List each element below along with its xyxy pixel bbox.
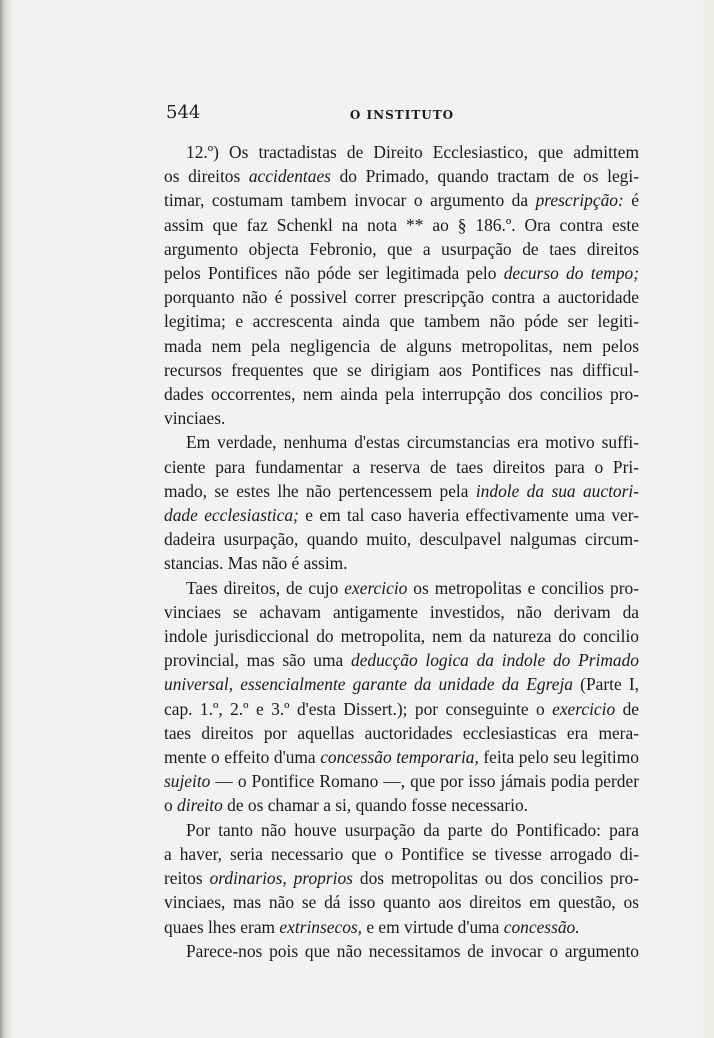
running-title: O INSTITUTO [349,108,455,122]
text-run: dadeira usurpação, quando muito, desculpavel nalgumas circum- [164,529,639,550]
text-line [164,334,639,358]
text-run: argumento objecta Febronio, que a usurpação de taes direitos [164,238,639,259]
text-line [164,721,639,745]
text-run: é [623,190,639,211]
text-run: Por tanto não houve usurpação da parte do Pontificado: para [186,819,639,840]
text-run: Taes direitos, de cujo [186,577,345,598]
text-line [164,285,639,309]
text-run: quaes lhes eram [164,916,280,937]
text-line [164,479,639,503]
text-run: e em virtude d'uma [362,916,504,937]
text-line [164,745,639,769]
text-line [164,382,639,406]
text-line [164,842,639,866]
text-run: Parece-nos pois que não necessitamos de invocar o argumento [186,940,639,961]
text-run: os metropolitas e concilios pro- [407,577,639,598]
text-line [164,915,639,939]
text-run: porquanto não é possivel correr prescripção contra a auctoridade [164,287,639,308]
text-line [164,866,639,890]
text-run: os direitos [164,166,249,187]
paragraph [164,430,639,575]
page-number: 544 [166,102,201,123]
text-run: mado, se estes lhe não pertencessem pela [164,480,476,501]
paragraph [164,140,639,430]
text-line [164,188,639,212]
text-line [164,672,639,696]
italic-text: dade ecclesiastica; [164,505,299,526]
text-run: feita pelo seu legitimo [478,747,639,768]
text-run: 12.º) Os tractadistas de Direito Ecclesiastico, que admittem [186,142,639,162]
text-line [164,769,639,793]
italic-text: ordinarios, proprios [209,868,353,889]
italic-text: exercicio [344,577,408,598]
italic-text: prescripção: [535,190,624,211]
text-run: (Parte I, [572,674,639,695]
text-run: vinciaes se achavam antigamente investidos, não derivam da [164,601,639,622]
text-run: dos metropolitas ou dos concilios pro- [352,868,639,889]
text-run: — o Pontifice Romano —, que por isso jámais podia perder [210,771,639,792]
text-run: de [615,698,640,719]
text-run: ciente para fundamentar a reserva de taes direitos para o Pri- [164,456,639,477]
text-line [164,140,639,164]
text-line [164,818,639,842]
text-line [164,358,639,382]
text-line [164,527,639,551]
text-line [164,551,639,575]
italic-text: concessão temporaria, [320,747,479,768]
text-run: a haver, seria necessario que o Pontifice se tivesse arrogado di- [164,843,639,864]
text-run: mente o effeito d'uma [164,747,321,768]
text-run: indole jurisdiccional do metropolita, nem da natureza do concilio [164,626,639,647]
text-line [164,648,639,672]
text-run: vinciaes, mas não se dá isso quanto aos direitos em questão, os [164,892,639,913]
page-spine-shadow [0,0,14,1038]
text-run: reitos [164,868,210,889]
italic-text: universal, essencialmente garante da unidade da Egreja [164,674,573,695]
text-line [164,624,639,648]
text-run: cap. 1.º, 2.º e 3.º d'esta Dissert.); por conseguinte o [164,698,553,719]
text-run: do Primado, quando tractam de os legi- [330,166,639,187]
italic-text: sujeito [164,771,211,792]
italic-text: direito [177,795,223,816]
text-line [164,793,639,817]
text-line [164,237,639,261]
text-run: pelos Pontifices não póde ser legitimada pelo [164,263,504,284]
paragraph [164,576,639,818]
text-run: o [164,795,178,816]
page-edge [688,0,714,1038]
text-run: stancias. Mas não é assim. [164,553,348,574]
italic-text: decurso do tempo; [503,263,640,284]
italic-text: deducção logica da indole do Primado [351,650,639,671]
italic-text: accidentaes [248,166,331,187]
page-header [164,102,640,128]
text-line [164,576,639,600]
text-run: e em tal caso haveria effectivamente uma ver- [298,505,639,526]
italic-text: concessão. [503,916,580,937]
italic-text: exercicio [552,698,616,719]
text-line [164,406,639,430]
text-run: Em verdade, nenhuma d'estas circumstancias era motivo suffi- [186,432,639,453]
text-line [164,164,639,188]
text-run: de os chamar a si, quando fosse necessario. [222,795,528,816]
italic-text: indole da sua auctori- [475,480,639,501]
text-line [164,309,639,333]
text-run: taes direitos por aquellas auctoridades ecclesiasticas era mera- [164,722,639,743]
text-run: legitima; e accrescenta ainda que tambem não póde ser legiti- [164,311,639,332]
text-line [164,430,639,454]
text-line [164,939,639,963]
paragraph [164,939,639,963]
text-line [164,213,639,237]
text-run: recursos frequentes que se dirigiam aos Pontifices nas difficul- [164,359,639,380]
text-run: vinciaes. [164,408,226,429]
text-line [164,697,639,721]
text-line [164,890,639,914]
text-run: timar, costumam tambem invocar o argumento da [164,190,536,211]
text-line [164,455,639,479]
italic-text: extrinsecos, [279,916,363,937]
text-line [164,600,639,624]
text-run: provincial, mas são uma [164,650,351,671]
paragraph [164,818,639,939]
text-line [164,261,639,285]
text-run: mada nem pela negligencia de alguns metropolitas, nem pelos [164,335,639,356]
text-run: dades occorrentes, nem ainda pela interrupção dos concilios pro- [164,384,639,405]
text-line [164,503,639,527]
body-text [164,140,639,963]
text-run: assim que faz Schenkl na nota ** ao § 186.º. Ora contra este [164,214,639,235]
